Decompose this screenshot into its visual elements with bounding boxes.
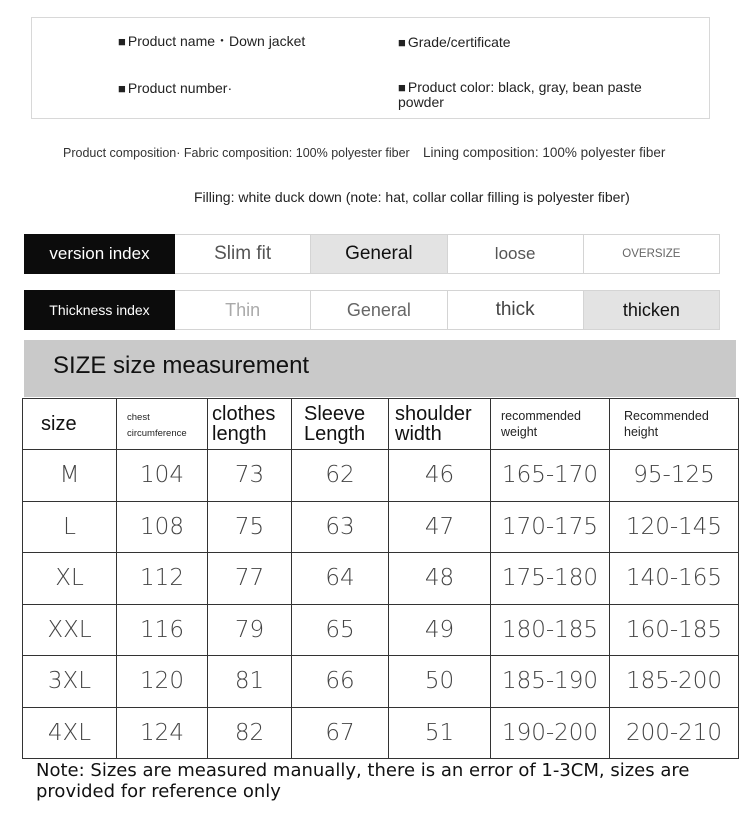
header-clothes-length: clothes length [208, 399, 292, 450]
table-cell: 81 [208, 656, 292, 708]
thickness-option-general: General [311, 290, 447, 330]
table-cell: 64 [292, 553, 389, 605]
version-option-oversize: OVERSIZE [584, 234, 720, 274]
table-cell: 120 [117, 656, 208, 708]
size-table-body [23, 450, 739, 759]
table-cell: 185-200 [610, 656, 739, 708]
table-cell: 62 [292, 450, 389, 502]
header-chest: chest circumference [117, 399, 208, 450]
table-cell: 75 [208, 501, 292, 553]
table-cell: 73 [208, 450, 292, 502]
table-cell: 112 [117, 553, 208, 605]
version-option-loose: loose [448, 234, 584, 274]
product-name: ■ Product name・Down jacket [118, 33, 306, 49]
table-cell: 108 [117, 501, 208, 553]
size-cell: M [23, 450, 117, 502]
measurement-note: Note: Sizes are measured manually, there is an error of 1-3CM, sizes are provided for reference only [36, 760, 690, 802]
table-cell: 185-190 [491, 656, 610, 708]
table-cell: 180-185 [491, 604, 610, 656]
header-sleeve-length: Sleeve Length [292, 399, 389, 450]
size-cell: L [23, 501, 117, 553]
version-index-label: version index [24, 234, 175, 274]
table-row [23, 656, 739, 708]
table-cell: 63 [292, 501, 389, 553]
table-cell: 165-170 [491, 450, 610, 502]
table-cell: 120-145 [610, 501, 739, 553]
thickness-option-thicken: thicken [584, 290, 720, 330]
table-row [23, 707, 739, 759]
table-cell: 50 [389, 656, 491, 708]
header-size: size [23, 399, 117, 450]
table-cell: 46 [389, 450, 491, 502]
size-cell: 3XL [23, 656, 117, 708]
version-option-slim-fit: Slim fit [175, 234, 311, 274]
table-cell: 190-200 [491, 707, 610, 759]
table-cell: 116 [117, 604, 208, 656]
table-row [23, 604, 739, 656]
table-cell: 140-165 [610, 553, 739, 605]
header-recommended-height: Recommended height [610, 399, 739, 450]
lining-composition: Lining composition: 100% polyester fiber [423, 145, 666, 160]
table-cell: 47 [389, 501, 491, 553]
filling-composition: Filling: white duck down (note: hat, collar collar filling is polyester fiber) [194, 189, 630, 205]
product-number: ■ Product number· [118, 80, 233, 96]
table-row [23, 450, 739, 502]
table-cell: 51 [389, 707, 491, 759]
version-index-row [24, 234, 720, 274]
table-cell: 95-125 [610, 450, 739, 502]
table-cell: 49 [389, 604, 491, 656]
fabric-composition: Product composition· Fabric composition: 100% polyester fiber [63, 146, 410, 160]
version-option-general: General [311, 234, 447, 274]
thickness-option-thin: Thin [175, 290, 311, 330]
header-shoulder-width: shoulder width [389, 399, 491, 450]
table-cell: 124 [117, 707, 208, 759]
thickness-option-thick: thick [448, 290, 584, 330]
table-cell: 160-185 [610, 604, 739, 656]
thickness-index-row [24, 290, 720, 330]
header-recommended-weight: recommended weight [491, 399, 610, 450]
grade-certificate: ■ Grade/certificate [398, 34, 511, 50]
table-cell: 175-180 [491, 553, 610, 605]
product-color: ■ Product color: black, gray, bean paste powder [398, 79, 642, 110]
table-cell: 82 [208, 707, 292, 759]
size-table-header-row [23, 399, 739, 450]
table-cell: 67 [292, 707, 389, 759]
table-cell: 200-210 [610, 707, 739, 759]
table-cell: 104 [117, 450, 208, 502]
size-cell: XXL [23, 604, 117, 656]
size-section-header [24, 340, 736, 397]
table-cell: 66 [292, 656, 389, 708]
size-section-title: SIZE size measurement [53, 352, 310, 379]
table-cell: 77 [208, 553, 292, 605]
size-cell: 4XL [23, 707, 117, 759]
thickness-index-label: Thickness index [24, 290, 175, 330]
table-row [23, 553, 739, 605]
table-cell: 170-175 [491, 501, 610, 553]
table-row [23, 501, 739, 553]
size-cell: XL [23, 553, 117, 605]
size-table [22, 398, 739, 759]
table-cell: 65 [292, 604, 389, 656]
table-cell: 48 [389, 553, 491, 605]
table-cell: 79 [208, 604, 292, 656]
